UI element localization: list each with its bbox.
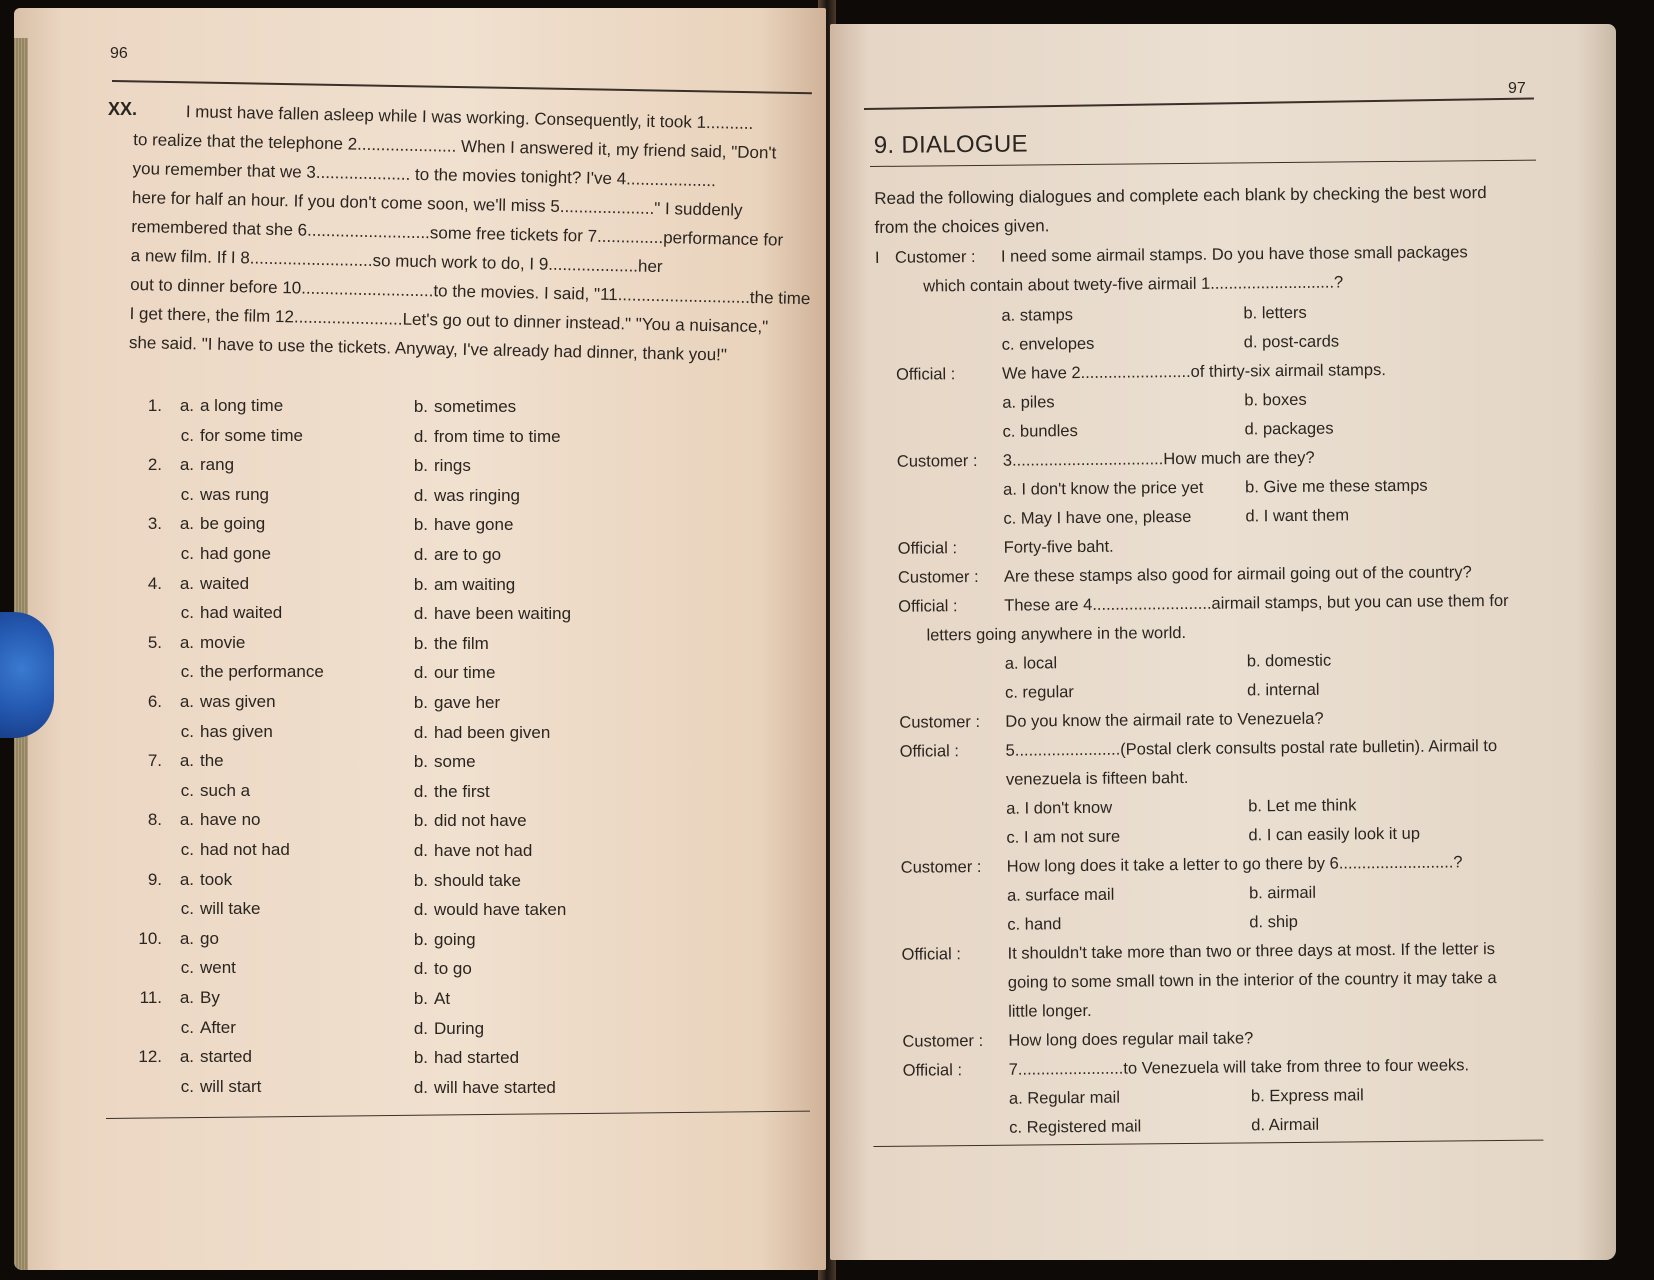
option-d-row bbox=[408, 604, 571, 624]
speaker-label: Official : bbox=[902, 1061, 963, 1080]
option-c-row bbox=[124, 722, 273, 742]
option-letter: d. bbox=[413, 1077, 428, 1097]
choice-d[interactable]: d. packages bbox=[1244, 419, 1334, 439]
option-c-row bbox=[124, 899, 260, 919]
choice-b[interactable]: b. Express mail bbox=[1250, 1086, 1364, 1106]
question-row bbox=[124, 988, 220, 1008]
option-letter: b. bbox=[413, 1048, 428, 1068]
option-c-row bbox=[124, 662, 324, 682]
passage-line: I must have fallen asleep while I was working. Consequently, it took 1.......... bbox=[185, 102, 754, 133]
dialogue-line: which contain about twety-five airmail 1...........................? bbox=[923, 273, 1344, 296]
choice-c[interactable]: c. bundles bbox=[1002, 422, 1078, 441]
option-b-row bbox=[408, 871, 521, 891]
choice-a[interactable]: a. I don't know the price yet bbox=[1003, 478, 1204, 499]
dialogue-line: going to some small town in the interior of the country it may take a bbox=[1007, 969, 1497, 992]
speaker-label: Customer : bbox=[900, 857, 982, 877]
instruction-line: from the choices given. bbox=[874, 216, 1050, 237]
option-c-row bbox=[124, 840, 290, 860]
option-d-row bbox=[408, 782, 490, 802]
speaker-label: Official : bbox=[899, 742, 960, 761]
choice-b[interactable]: b. Give me these stamps bbox=[1245, 476, 1428, 497]
section-number: I bbox=[874, 248, 880, 267]
option-letter: c. bbox=[180, 662, 194, 682]
option-c-row bbox=[124, 958, 236, 978]
question-row bbox=[124, 870, 232, 890]
question-row bbox=[124, 633, 245, 653]
option-letter: d. bbox=[413, 959, 428, 979]
option-d[interactable]: was ringing bbox=[434, 485, 520, 505]
option-b[interactable]: going bbox=[434, 929, 476, 949]
choice-b[interactable]: b. airmail bbox=[1248, 883, 1317, 903]
option-c[interactable]: will start bbox=[200, 1076, 262, 1096]
option-letter: c. bbox=[180, 544, 194, 563]
option-c-row bbox=[124, 781, 250, 801]
dialogue-line: I need some airmail stamps. Do you have those small packages bbox=[1000, 243, 1468, 266]
choice-a[interactable]: a. I don't know bbox=[1006, 798, 1113, 818]
option-a[interactable]: a long time bbox=[200, 396, 284, 415]
option-letter: d. bbox=[413, 900, 428, 920]
option-d[interactable]: our time bbox=[434, 663, 496, 683]
option-letter: c. bbox=[180, 1076, 194, 1096]
passage-line: she said. "I have to use the tickets. Anyway, I've already had dinner, thank you!" bbox=[128, 332, 728, 365]
option-letter: c. bbox=[180, 840, 194, 859]
question-row bbox=[124, 929, 219, 949]
option-d[interactable]: from time to time bbox=[434, 426, 561, 446]
option-letter: a. bbox=[179, 810, 194, 830]
option-a[interactable]: be going bbox=[200, 514, 266, 534]
option-c[interactable]: for some time bbox=[200, 425, 303, 445]
option-letter: a. bbox=[179, 928, 194, 948]
option-letter: a. bbox=[179, 396, 194, 415]
dialogue-line: 3.................................How much are they? bbox=[1002, 448, 1315, 470]
choice-b[interactable]: b. letters bbox=[1243, 303, 1307, 323]
option-d-row bbox=[408, 545, 501, 565]
option-letter: d. bbox=[413, 722, 428, 742]
option-letter: d. bbox=[413, 485, 428, 505]
option-b[interactable]: had started bbox=[434, 1048, 520, 1068]
option-letter: d. bbox=[413, 663, 428, 683]
option-b[interactable]: At bbox=[434, 989, 451, 1008]
option-letter: a. bbox=[179, 1047, 194, 1067]
option-d-row bbox=[408, 959, 472, 979]
option-letter: b. bbox=[413, 870, 428, 890]
option-b-row bbox=[408, 456, 471, 476]
option-letter: b. bbox=[413, 693, 428, 712]
choice-a[interactable]: a. Regular mail bbox=[1008, 1088, 1121, 1108]
choice-a[interactable]: a. surface mail bbox=[1006, 885, 1115, 905]
option-letter: b. bbox=[413, 397, 428, 416]
option-a[interactable]: rang bbox=[200, 455, 235, 475]
option-d[interactable]: would have taken bbox=[434, 900, 567, 920]
option-letter: c. bbox=[180, 484, 194, 504]
option-b-row bbox=[408, 693, 500, 713]
passage-line: remembered that she 6..........................some free tickets for 7..............performance for bbox=[131, 216, 784, 250]
dialogue-line: How long does regular mail take? bbox=[1008, 1029, 1254, 1050]
option-c[interactable]: the performance bbox=[200, 662, 324, 682]
speaker-label: Official : bbox=[901, 945, 961, 964]
option-letter: a. bbox=[179, 632, 194, 652]
question-number: 3. bbox=[147, 514, 162, 534]
speaker-label: Customer : bbox=[897, 567, 979, 587]
option-letter: b. bbox=[413, 811, 428, 831]
option-letter: a. bbox=[179, 692, 194, 711]
speaker-label: Official : bbox=[897, 539, 958, 558]
question-number: 2. bbox=[147, 455, 162, 475]
option-b[interactable]: have gone bbox=[434, 515, 514, 535]
option-d-row bbox=[408, 663, 495, 683]
question-number: 5. bbox=[147, 632, 162, 652]
option-b-row bbox=[408, 634, 489, 654]
choice-b[interactable]: b. boxes bbox=[1244, 390, 1307, 410]
question-row bbox=[124, 396, 283, 416]
option-d-row bbox=[408, 723, 550, 743]
question-row bbox=[124, 810, 261, 830]
choice-a[interactable]: a. piles bbox=[1002, 393, 1055, 412]
question-row bbox=[124, 751, 224, 771]
choice-c[interactable]: c. hand bbox=[1007, 915, 1062, 934]
passage-line: I get there, the film 12.......................Let's go out to dinner instead." "You a nuisance," bbox=[129, 303, 769, 337]
option-c[interactable]: had not had bbox=[200, 840, 290, 859]
dialogue-line: How long does it take a letter to go there by 6.........................? bbox=[1006, 853, 1463, 876]
left-page bbox=[14, 8, 826, 1270]
option-letter: d. bbox=[413, 545, 428, 564]
option-d-row bbox=[408, 486, 520, 506]
dialogue-line: venezuela is fifteen baht. bbox=[1005, 768, 1189, 789]
option-letter: c. bbox=[180, 1017, 194, 1037]
option-a[interactable]: have no bbox=[200, 810, 261, 830]
option-b[interactable]: am waiting bbox=[434, 574, 516, 594]
option-letter: c. bbox=[180, 899, 194, 919]
choice-b[interactable]: b. domestic bbox=[1246, 651, 1332, 671]
choice-d[interactable]: d. post-cards bbox=[1243, 332, 1340, 352]
option-letter: a. bbox=[179, 751, 194, 771]
question-number: 12. bbox=[138, 1047, 162, 1067]
option-c-row bbox=[124, 426, 303, 446]
dialogue-line: We have 2........................of thirty-six airmail stamps. bbox=[1001, 361, 1386, 383]
option-a[interactable]: started bbox=[200, 1047, 252, 1067]
option-letter: a. bbox=[179, 514, 194, 534]
option-c[interactable]: such a bbox=[200, 780, 251, 800]
option-letter: c. bbox=[180, 721, 194, 741]
dialogue-line: little longer. bbox=[1008, 1001, 1092, 1021]
option-c-row bbox=[124, 603, 282, 623]
option-b-row bbox=[408, 515, 513, 535]
option-b[interactable]: some bbox=[434, 752, 476, 772]
passage-line: you remember that we 3.................... to the movies tonight? I've 4................... bbox=[132, 158, 717, 191]
option-d[interactable]: During bbox=[434, 1018, 485, 1038]
option-b-row bbox=[408, 1048, 519, 1068]
option-letter: a. bbox=[179, 455, 194, 475]
option-a[interactable]: took bbox=[200, 869, 233, 889]
option-letter: c. bbox=[180, 958, 194, 978]
option-d[interactable]: have been waiting bbox=[434, 604, 572, 624]
option-letter: d. bbox=[413, 841, 428, 860]
option-letter: c. bbox=[180, 425, 194, 445]
question-number: 9. bbox=[147, 869, 162, 889]
question-row bbox=[124, 1047, 252, 1067]
option-letter: c. bbox=[180, 603, 194, 623]
question-number: 11. bbox=[139, 988, 162, 1007]
choice-c[interactable]: c. I am not sure bbox=[1006, 827, 1121, 847]
right-page bbox=[830, 24, 1616, 1260]
speaker-label: Customer : bbox=[902, 1031, 984, 1051]
speaker-label: Official : bbox=[895, 365, 956, 384]
option-letter: b. bbox=[413, 929, 428, 949]
option-d[interactable]: will have started bbox=[434, 1077, 556, 1097]
dialogue-line: These are 4..........................airmail stamps, but you can use them for bbox=[1004, 591, 1509, 615]
choice-d[interactable]: d. Airmail bbox=[1251, 1115, 1320, 1135]
option-letter: a. bbox=[179, 988, 194, 1007]
option-b[interactable]: did not have bbox=[434, 811, 527, 831]
option-a[interactable]: was given bbox=[200, 692, 276, 711]
dialogue-line: 5.......................(Postal clerk consults postal rate bulletin). Airmail to bbox=[1005, 737, 1498, 760]
choice-c[interactable]: c. May I have one, please bbox=[1003, 507, 1192, 528]
page-number: 97 bbox=[1508, 80, 1526, 97]
choice-a[interactable]: a. local bbox=[1004, 654, 1058, 673]
option-a[interactable]: go bbox=[200, 928, 219, 948]
option-d-row bbox=[408, 1078, 556, 1098]
dialogue-line: 7.......................to Venezuela will take from three to four weeks. bbox=[1008, 1056, 1470, 1079]
option-letter: d. bbox=[413, 1018, 428, 1038]
choice-a[interactable]: a. stamps bbox=[1001, 306, 1074, 325]
choice-c[interactable]: c. regular bbox=[1004, 683, 1074, 702]
exercise-label: XX. bbox=[108, 99, 138, 119]
choice-c[interactable]: c. envelopes bbox=[1001, 334, 1095, 354]
option-a[interactable]: movie bbox=[200, 632, 246, 652]
option-b-row bbox=[408, 930, 476, 950]
option-b[interactable]: the film bbox=[434, 633, 489, 653]
choice-d[interactable]: d. ship bbox=[1249, 912, 1299, 932]
option-b-row bbox=[408, 989, 450, 1009]
option-b[interactable]: should take bbox=[434, 870, 521, 890]
option-b-row bbox=[408, 575, 515, 595]
choice-d[interactable]: d. internal bbox=[1246, 680, 1320, 700]
dialogue-line: Forty-five baht. bbox=[1003, 537, 1114, 557]
question-number: 1. bbox=[147, 396, 162, 415]
option-c-row bbox=[124, 544, 271, 564]
option-b-row bbox=[408, 811, 527, 831]
option-letter: b. bbox=[413, 456, 428, 476]
dialogue-line: It shouldn't take more than two or three days at most. If the letter is bbox=[1007, 940, 1496, 963]
option-d-row bbox=[408, 841, 532, 861]
question-row bbox=[124, 574, 249, 594]
header-rule bbox=[112, 80, 812, 94]
choice-b[interactable]: b. Let me think bbox=[1248, 796, 1357, 816]
option-c[interactable]: will take bbox=[200, 899, 261, 919]
option-letter: b. bbox=[413, 989, 428, 1008]
option-letter: b. bbox=[413, 752, 428, 772]
passage-line: here for half an hour. If you don't come soon, we'll miss 5...................." I suddenly bbox=[131, 187, 743, 220]
passage-line: a new film. If I 8..........................so much work to do, I 9...................her bbox=[130, 245, 663, 277]
question-number: 8. bbox=[147, 810, 162, 830]
option-letter: a. bbox=[179, 869, 194, 889]
passage-line: out to dinner before 10............................to the movies. I said, "11............................the time bbox=[129, 274, 811, 309]
choice-d[interactable]: d. I can easily look it up bbox=[1248, 824, 1421, 845]
option-d-row bbox=[408, 1019, 484, 1039]
heading-rule bbox=[870, 160, 1536, 167]
option-b-row bbox=[408, 752, 476, 772]
option-letter: a. bbox=[179, 573, 194, 593]
choice-d[interactable]: d. I want them bbox=[1245, 506, 1350, 526]
option-a[interactable]: the bbox=[200, 751, 224, 771]
option-letter: b. bbox=[413, 633, 428, 653]
option-c[interactable]: has given bbox=[200, 721, 273, 741]
option-d-row bbox=[408, 900, 566, 920]
blue-cloth bbox=[0, 612, 54, 738]
question-number: 4. bbox=[147, 573, 162, 593]
dialogue-line: Do you know the airmail rate to Venezuela? bbox=[1005, 709, 1324, 731]
option-c-row bbox=[124, 485, 269, 505]
dialogue-line: letters going anywhere in the world. bbox=[926, 623, 1187, 645]
instruction-line: Read the following dialogues and complete each blank by checking the best word bbox=[874, 183, 1487, 208]
option-b[interactable]: rings bbox=[434, 456, 471, 476]
speaker-label: Official : bbox=[898, 597, 958, 616]
question-number: 6. bbox=[147, 692, 162, 711]
dialogue-line: Are these stamps also good for airmail going out of the country? bbox=[1003, 563, 1472, 586]
option-d-row bbox=[408, 427, 561, 447]
option-d[interactable]: have not had bbox=[434, 841, 533, 860]
option-c[interactable]: went bbox=[200, 958, 236, 978]
option-c[interactable]: had gone bbox=[200, 544, 271, 563]
dialogue-content bbox=[830, 24, 1616, 1260]
option-letter: c. bbox=[180, 780, 194, 800]
passage bbox=[128, 102, 824, 365]
question-row bbox=[124, 514, 265, 534]
option-c[interactable]: had waited bbox=[200, 603, 283, 623]
option-b[interactable]: sometimes bbox=[434, 397, 517, 416]
passage-line: to realize that the telephone 2..................... When I answered it, my friend said, "Don't bbox=[133, 129, 777, 163]
option-d[interactable]: are to go bbox=[434, 545, 502, 564]
speaker-label: Customer : bbox=[899, 712, 981, 732]
question-row bbox=[124, 692, 276, 712]
footer-rule bbox=[106, 1111, 810, 1119]
option-c-row bbox=[124, 1018, 236, 1038]
option-letter: d. bbox=[413, 781, 428, 801]
option-d[interactable]: had been given bbox=[434, 722, 551, 742]
option-b[interactable]: gave her bbox=[434, 693, 501, 712]
option-b-row bbox=[408, 397, 516, 417]
speaker-label: Customer : bbox=[896, 451, 978, 471]
choice-c[interactable]: c. Registered mail bbox=[1009, 1117, 1142, 1137]
option-letter: b. bbox=[413, 574, 428, 594]
option-letter: d. bbox=[413, 604, 428, 624]
question-row bbox=[124, 455, 234, 475]
option-c[interactable]: was rung bbox=[200, 484, 269, 504]
option-c[interactable]: After bbox=[200, 1017, 236, 1037]
question-number: 7. bbox=[147, 751, 162, 771]
footer-rule bbox=[873, 1140, 1543, 1147]
option-a[interactable]: waited bbox=[200, 573, 250, 593]
option-a[interactable]: By bbox=[200, 988, 220, 1007]
section-heading: 9. DIALOGUE bbox=[873, 130, 1028, 159]
option-letter: b. bbox=[413, 515, 428, 535]
option-c-row bbox=[124, 1077, 261, 1097]
option-letter: d. bbox=[413, 426, 428, 446]
option-d[interactable]: the first bbox=[434, 781, 490, 801]
question-number: 10. bbox=[138, 928, 162, 948]
page-number: 96 bbox=[110, 45, 128, 62]
option-d[interactable]: to go bbox=[434, 959, 472, 979]
speaker-label: Customer : bbox=[894, 247, 976, 267]
